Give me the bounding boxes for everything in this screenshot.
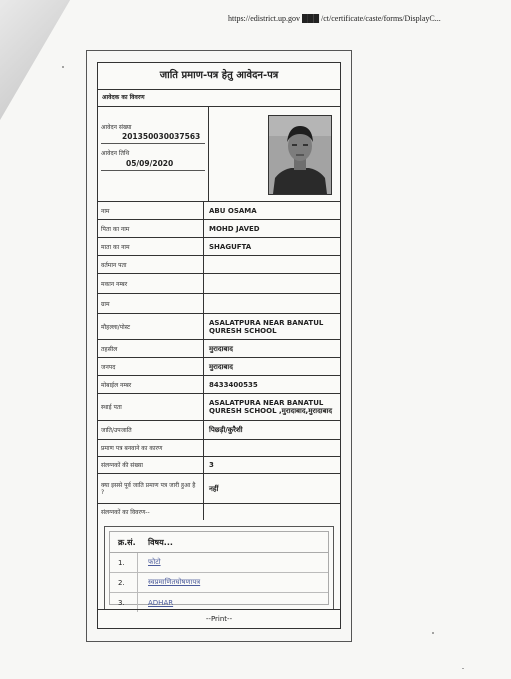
scan-speck — [62, 66, 64, 68]
row-label: क्या इससे पूर्व जाति प्रमाण पत्र जारी हुआ है ? — [98, 474, 204, 503]
application-number: 201350030037563 — [122, 132, 201, 141]
row-value — [204, 294, 340, 313]
row-label: पिता का नाम — [98, 220, 204, 237]
row-value: MOHD JAVED — [209, 224, 260, 233]
attachment-row — [110, 553, 328, 573]
scan-speck — [462, 668, 464, 669]
table-row — [98, 504, 340, 520]
row-value: ABU OSAMA — [209, 206, 257, 215]
row-value: मुरादाबाद — [209, 344, 233, 353]
row-label: माता का नाम — [98, 238, 204, 255]
row-label: मौहल्ला/पोस्ट — [98, 314, 204, 339]
table-row — [98, 238, 340, 256]
row-value — [204, 256, 340, 273]
table-row — [98, 440, 340, 457]
row-label: नाम — [98, 202, 204, 219]
row-value: नहीं — [209, 484, 219, 493]
row-value — [204, 504, 340, 520]
row-value: ASALATPURA NEAR BANATUL QURESH SCHOOL ,मुरादाबाद,मुरादाबाद — [209, 399, 333, 415]
print-button[interactable]: --Print-- — [98, 609, 340, 628]
application-date-label: आवेदन तिथि — [101, 150, 130, 157]
row-value: मुरादाबाद — [209, 362, 233, 371]
row-label: संलग्नकों की संख्या — [98, 457, 204, 473]
divider — [101, 143, 205, 144]
serial-column-header: क्र.सं. — [118, 537, 136, 547]
row-label: वर्तमान पता — [98, 256, 204, 273]
print-url: https://edistrict.up.gov ███ /ct/certificate/caste/forms/DisplayC... — [228, 14, 441, 23]
attachment-link[interactable]: स्वप्रमाणितघोषणापत्र — [148, 578, 201, 586]
attachments-inner — [109, 531, 329, 605]
attachment-link[interactable]: फोटो — [148, 558, 161, 566]
table-row — [98, 202, 340, 220]
scan-speck — [432, 632, 434, 634]
row-label: प्रमाण पत्र बनवाने का कारण — [98, 440, 204, 456]
table-row — [98, 394, 340, 421]
application-date: 05/09/2020 — [126, 159, 174, 168]
table-row — [98, 340, 340, 358]
row-label: संलग्नकों का विवरण-- — [98, 504, 204, 520]
attachment-link[interactable]: ADHAR — [148, 598, 174, 607]
table-row — [98, 474, 340, 504]
row-label: मोबाईल नम्बर — [98, 376, 204, 393]
row-value: पिछड़ी/कुरैशी — [209, 426, 243, 434]
table-row — [98, 376, 340, 394]
row-value: SHAGUFTA — [209, 242, 252, 251]
attachment-serial: 3. — [110, 593, 138, 612]
row-value: 8433400535 — [209, 380, 258, 389]
attachments-header — [110, 532, 328, 553]
application-form — [97, 62, 341, 629]
applicant-photo — [268, 115, 332, 195]
row-label: जाति/उपजाति — [98, 421, 204, 439]
table-row — [98, 421, 340, 440]
details-table — [98, 202, 340, 520]
row-value: ASALATPURA NEAR BANATUL QURESH SCHOOL — [209, 318, 324, 335]
attachment-serial: 1. — [110, 553, 138, 572]
table-row — [98, 314, 340, 340]
row-label: तहसील — [98, 340, 204, 357]
attachment-serial: 2. — [110, 573, 138, 592]
divider — [208, 107, 209, 201]
table-row — [98, 220, 340, 238]
application-header — [98, 107, 340, 202]
table-row — [98, 294, 340, 314]
row-value: 3 — [209, 461, 214, 469]
application-number-label: आवेदन संख्या — [101, 124, 132, 131]
form-title: जाति प्रमाण-पत्र हेतु आवेदन-पत्र — [98, 63, 340, 90]
row-label: जनपद — [98, 358, 204, 375]
row-label: मकान नम्बर — [98, 274, 204, 293]
row-value — [204, 274, 340, 293]
section-heading: आवेदक का विवरण — [98, 90, 340, 107]
divider — [101, 170, 205, 171]
attachments-table — [104, 526, 334, 610]
row-label: ग्राम — [98, 294, 204, 313]
subject-column-header: विषय... — [148, 537, 173, 547]
table-row — [98, 358, 340, 376]
row-label: स्थाई पता — [98, 394, 204, 420]
table-row — [98, 457, 340, 474]
row-value — [204, 440, 340, 456]
table-row — [98, 274, 340, 294]
table-row — [98, 256, 340, 274]
attachment-row — [110, 573, 328, 593]
